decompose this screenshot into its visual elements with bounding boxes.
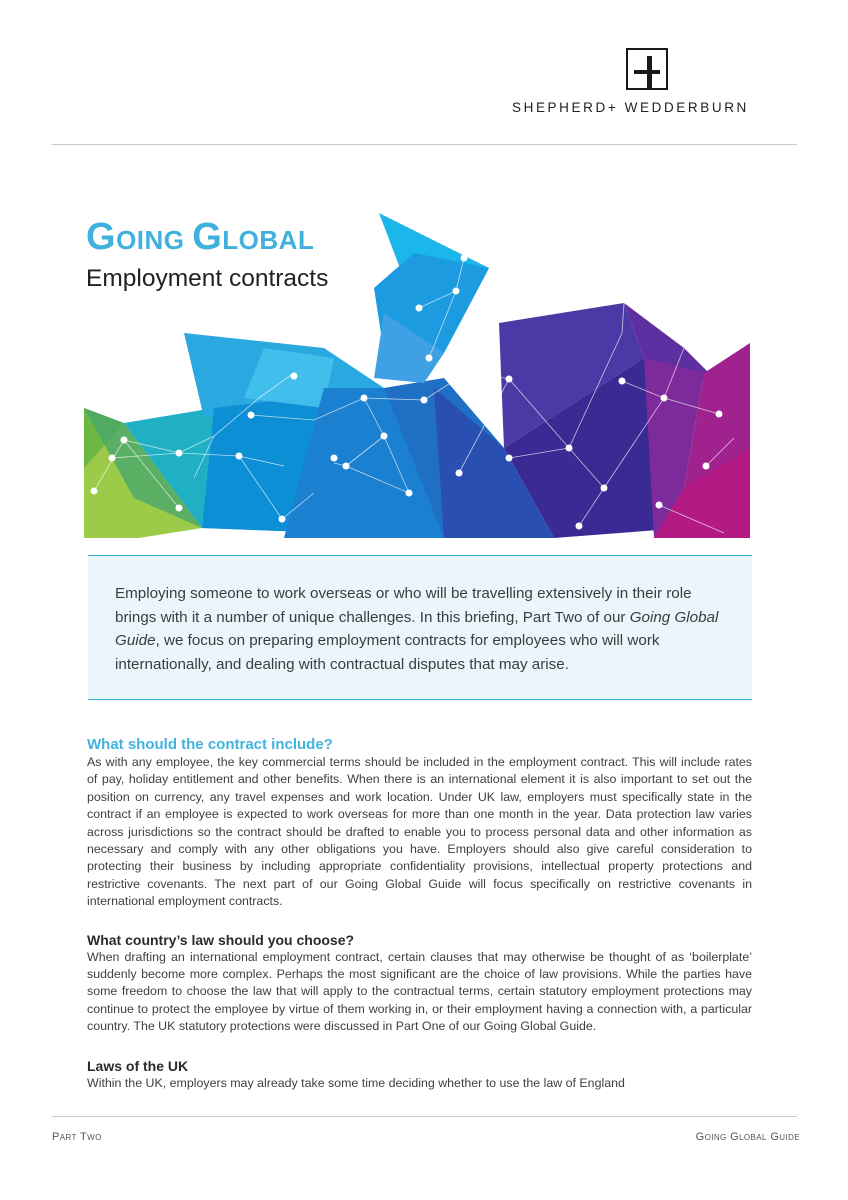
intro-emphasis: Going Global Guide: [115, 608, 719, 649]
page-title: GOING GLOBAL: [86, 216, 315, 258]
section-heading-law: What country’s law should you choose?: [87, 931, 355, 948]
page-subtitle: Employment contracts: [86, 265, 329, 292]
section-body-uk-laws: Within the UK, employers may already take some time deciding whether to use the law of England: [87, 1075, 625, 1090]
section-heading-uk-laws: Laws of the UK: [87, 1057, 189, 1074]
brand-wordmark: SHEPHERD+ WEDDERBURN: [512, 100, 749, 115]
footer-divider: [52, 1116, 797, 1117]
section-heading-contract: What should the contract include?: [87, 736, 333, 753]
article-body: [87, 736, 752, 1106]
intro-text: Employing someone to work overseas or who will be travelling extensively in their role brings with it a number of unique challenges. In this briefing, Part Two of our Going Global Guide, we focus on preparing employment contracts for employees who will work internationally, and dealing with contractual disputes that may arise.: [115, 585, 719, 673]
intro-panel: [88, 555, 752, 700]
footer-part-label: Part Two: [52, 1131, 102, 1143]
section-body-law: When drafting an international employment contract, certain clauses that may otherwise be thought of as ‘boilerplate’ suddenly become more complex. Perhaps the most significant are the choice of law provisions. While the parties have some freedom to choose the law that will apply to the contractual terms, certain statutory employment protections may continue to protect the employee by virtue of them working in, or their employment having a connection with, a particular country. The UK statutory protections were discussed in Part One of our Going Global Guide.: [87, 949, 752, 1034]
section-body-contract: As with any employee, the key commercial terms should be included in the employment contract. This will include rates of pay, holiday entitlement and other benefits. When there is an international element it is also important to set out the position on currency, any travel expenses and work location. Under UK law, employers must specifically state in the contract if an employee is expected to work overseas for more than one month in the year. Data protection law varies across jurisdictions so the contract should be drafted to enable you to process personal data and other information as necessary and comply with any other obligations you have. Employers should also give careful consideration to protecting their business by including appropriate confidentiality provisions, intellectual property protections and restrictive covenants. The next part of our Going Global Guide will focus specifically on restrictive covenants in international employment contracts.: [87, 755, 752, 909]
header-divider: [52, 144, 797, 145]
logo-mark-icon: [626, 48, 668, 90]
footer-guide-label: Going Global Guide: [695, 1131, 800, 1143]
